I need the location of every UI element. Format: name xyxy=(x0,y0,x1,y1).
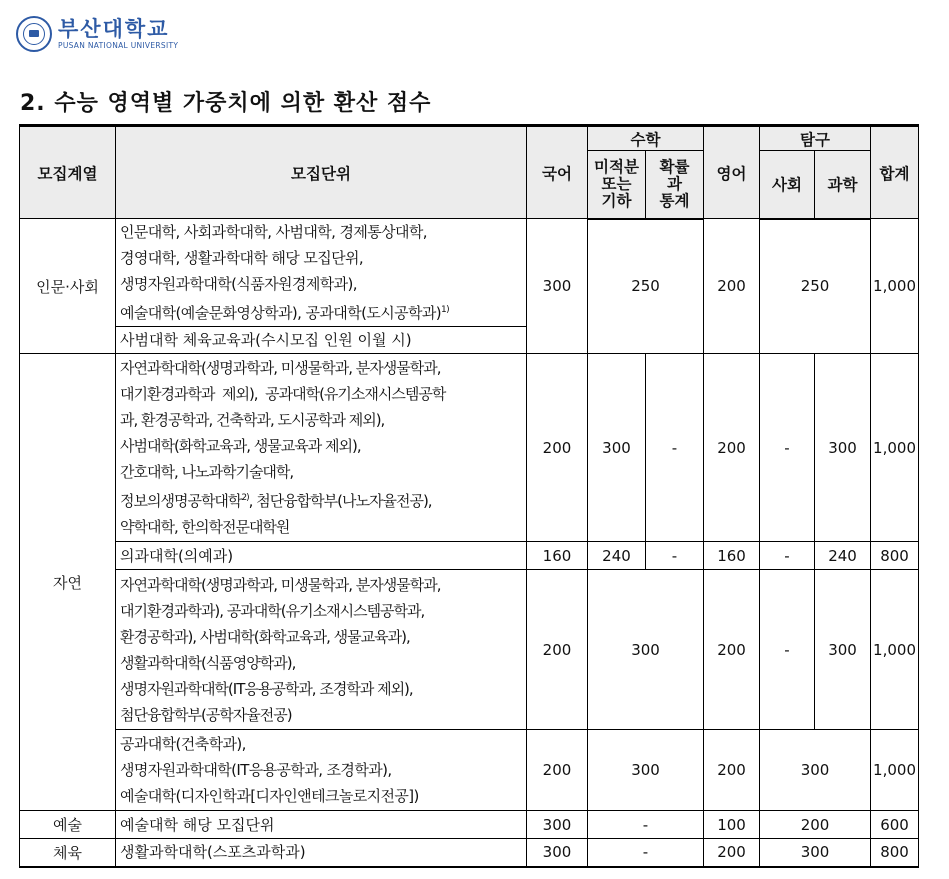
cell-total: 1,000 xyxy=(871,570,919,730)
cell-korean: 300 xyxy=(527,839,588,867)
cell-english: 200 xyxy=(704,730,760,811)
unit-line: 예술대학(예술문화영상학과), 공과대학(도시공학과) xyxy=(120,304,442,322)
university-seal-icon xyxy=(16,16,52,52)
cell-math: 300 xyxy=(588,570,704,730)
cell-korean: 300 xyxy=(527,219,588,354)
header-group: 모집계열 xyxy=(20,126,116,219)
header-math-calc: 미적분 또는 기하 xyxy=(588,151,646,219)
unit-line: 생활과학대학(식품영양학과), xyxy=(120,653,296,672)
unit-pe: 생활과학대학(스포츠과학과) xyxy=(116,839,527,867)
cell-math-prob: - xyxy=(646,354,704,542)
unit-line: , 첨단융합학부(나노자율전공), xyxy=(248,492,432,510)
group-natural: 자연 xyxy=(20,354,116,811)
unit-line: 대기환경과학과 제외), 공과대학(유기소재시스템공학 xyxy=(120,385,446,403)
unit-line: 공과대학(건축학과), xyxy=(120,735,246,753)
unit-line: 예술대학(디자인학과[디자인앤테크놀로지전공]) xyxy=(120,787,419,805)
header-total: 합계 xyxy=(871,126,919,219)
cell-total: 600 xyxy=(871,811,919,839)
header-unit: 모집단위 xyxy=(116,126,527,219)
cell-total: 1,000 xyxy=(871,219,919,354)
cell-english: 100 xyxy=(704,811,760,839)
unit-line: 생명자원과학대학(IT응용공학과, 조경학과), xyxy=(120,761,392,779)
table-row-arts xyxy=(20,811,919,839)
university-name-english: PUSAN NATIONAL UNIVERSITY xyxy=(58,41,179,50)
cell-inquiry: 200 xyxy=(760,811,871,839)
cell-korean: 160 xyxy=(527,542,588,570)
cell-korean: 200 xyxy=(527,570,588,730)
group-arts: 예술 xyxy=(20,811,116,839)
cell-total: 1,000 xyxy=(871,354,919,542)
unit-line: 약학대학, 한의학전문대학원 xyxy=(120,518,290,536)
table-row-natural-3 xyxy=(20,570,919,730)
unit-natural-3 xyxy=(116,570,527,730)
table-row-natural-1 xyxy=(20,354,919,542)
unit-line: 간호대학, 나노과학기술대학, xyxy=(120,463,294,481)
cell-science: 300 xyxy=(815,570,871,730)
unit-line: 사범대학(화학교육과, 생물교육과 제외), xyxy=(120,437,361,455)
header-korean: 국어 xyxy=(527,126,588,219)
cell-math-calc: 240 xyxy=(588,542,646,570)
unit-line: 경영대학, 생활과학대학 해당 모집단위, xyxy=(120,249,364,267)
cell-english: 200 xyxy=(704,354,760,542)
cell-inquiry: 300 xyxy=(760,730,871,811)
unit-line: 인문대학, 사회과학대학, 사범대학, 경제통상대학, xyxy=(120,223,427,241)
cell-total: 800 xyxy=(871,839,919,867)
table-row-natural-2 xyxy=(20,542,919,570)
footnote-marker: 1) xyxy=(441,305,450,315)
cell-english: 200 xyxy=(704,839,760,867)
unit-line: 대기환경과학과), 공과대학(유기소재시스템공학과, xyxy=(120,601,425,620)
header-math: 수학 xyxy=(588,126,704,151)
unit-line: 자연과학대학(생명과학과, 미생물학과, 분자생물학과, xyxy=(120,575,441,594)
university-header xyxy=(16,14,178,54)
footnote-marker: 2) xyxy=(241,493,249,503)
cell-math-calc: 300 xyxy=(588,354,646,542)
unit-humanities-b: 사범대학 체육교육과(수시모집 인원 이월 시) xyxy=(116,327,527,354)
cell-korean: 200 xyxy=(527,730,588,811)
group-humanities: 인문·사회 xyxy=(20,219,116,354)
cell-inquiry: 300 xyxy=(760,839,871,867)
cell-math: 250 xyxy=(588,219,704,354)
university-name-korean: 부산대학교 xyxy=(58,17,170,41)
table-row-humanities-a xyxy=(20,219,919,327)
header-english: 영어 xyxy=(704,126,760,219)
cell-social: - xyxy=(760,542,815,570)
cell-math-prob: - xyxy=(646,542,704,570)
header-inquiry: 탐구 xyxy=(760,126,871,151)
cell-inquiry: 250 xyxy=(760,219,871,354)
unit-natural-2: 의과대학(의예과) xyxy=(116,542,527,570)
university-brand xyxy=(58,17,178,51)
cell-math: 300 xyxy=(588,730,704,811)
section-title: 2. 수능 영역별 가중치에 의한 환산 점수 xyxy=(20,91,432,116)
header-math-prob: 확률 과 통계 xyxy=(646,151,704,219)
unit-line: 첨단융합학부(공학자율전공) xyxy=(120,705,292,724)
cell-english: 160 xyxy=(704,542,760,570)
unit-humanities-a xyxy=(116,219,527,327)
cell-total: 1,000 xyxy=(871,730,919,811)
cell-english: 200 xyxy=(704,219,760,354)
cell-math: - xyxy=(588,839,704,867)
unit-line: 자연과학대학(생명과학과, 미생물학과, 분자생물학과, xyxy=(120,359,441,377)
cell-math: - xyxy=(588,811,704,839)
group-pe: 체육 xyxy=(20,839,116,867)
cell-korean: 200 xyxy=(527,354,588,542)
score-weight-table xyxy=(19,124,919,868)
cell-english: 200 xyxy=(704,570,760,730)
cell-science: 300 xyxy=(815,354,871,542)
header-science: 과학 xyxy=(815,151,871,219)
cell-social: - xyxy=(760,354,815,542)
table-row-natural-4 xyxy=(20,730,919,811)
cell-total: 800 xyxy=(871,542,919,570)
table-row-pe xyxy=(20,839,919,867)
unit-natural-1 xyxy=(116,354,527,542)
unit-arts: 예술대학 해당 모집단위 xyxy=(116,811,527,839)
cell-science: 240 xyxy=(815,542,871,570)
unit-line: 생명자원과학대학(식품자원경제학과), xyxy=(120,275,357,293)
unit-line: 정보의생명공학대학 xyxy=(120,492,242,510)
cell-korean: 300 xyxy=(527,811,588,839)
header-social: 사회 xyxy=(760,151,815,219)
unit-natural-4 xyxy=(116,730,527,811)
unit-line: 환경공학과), 사범대학(화학교육과, 생물교육과), xyxy=(120,627,410,646)
cell-social: - xyxy=(760,570,815,730)
unit-line: 과, 환경공학과, 건축학과, 도시공학과 제외), xyxy=(120,411,385,429)
header-row-top xyxy=(20,126,919,151)
unit-line: 생명자원과학대학(IT응용공학과, 조경학과 제외), xyxy=(120,679,413,698)
